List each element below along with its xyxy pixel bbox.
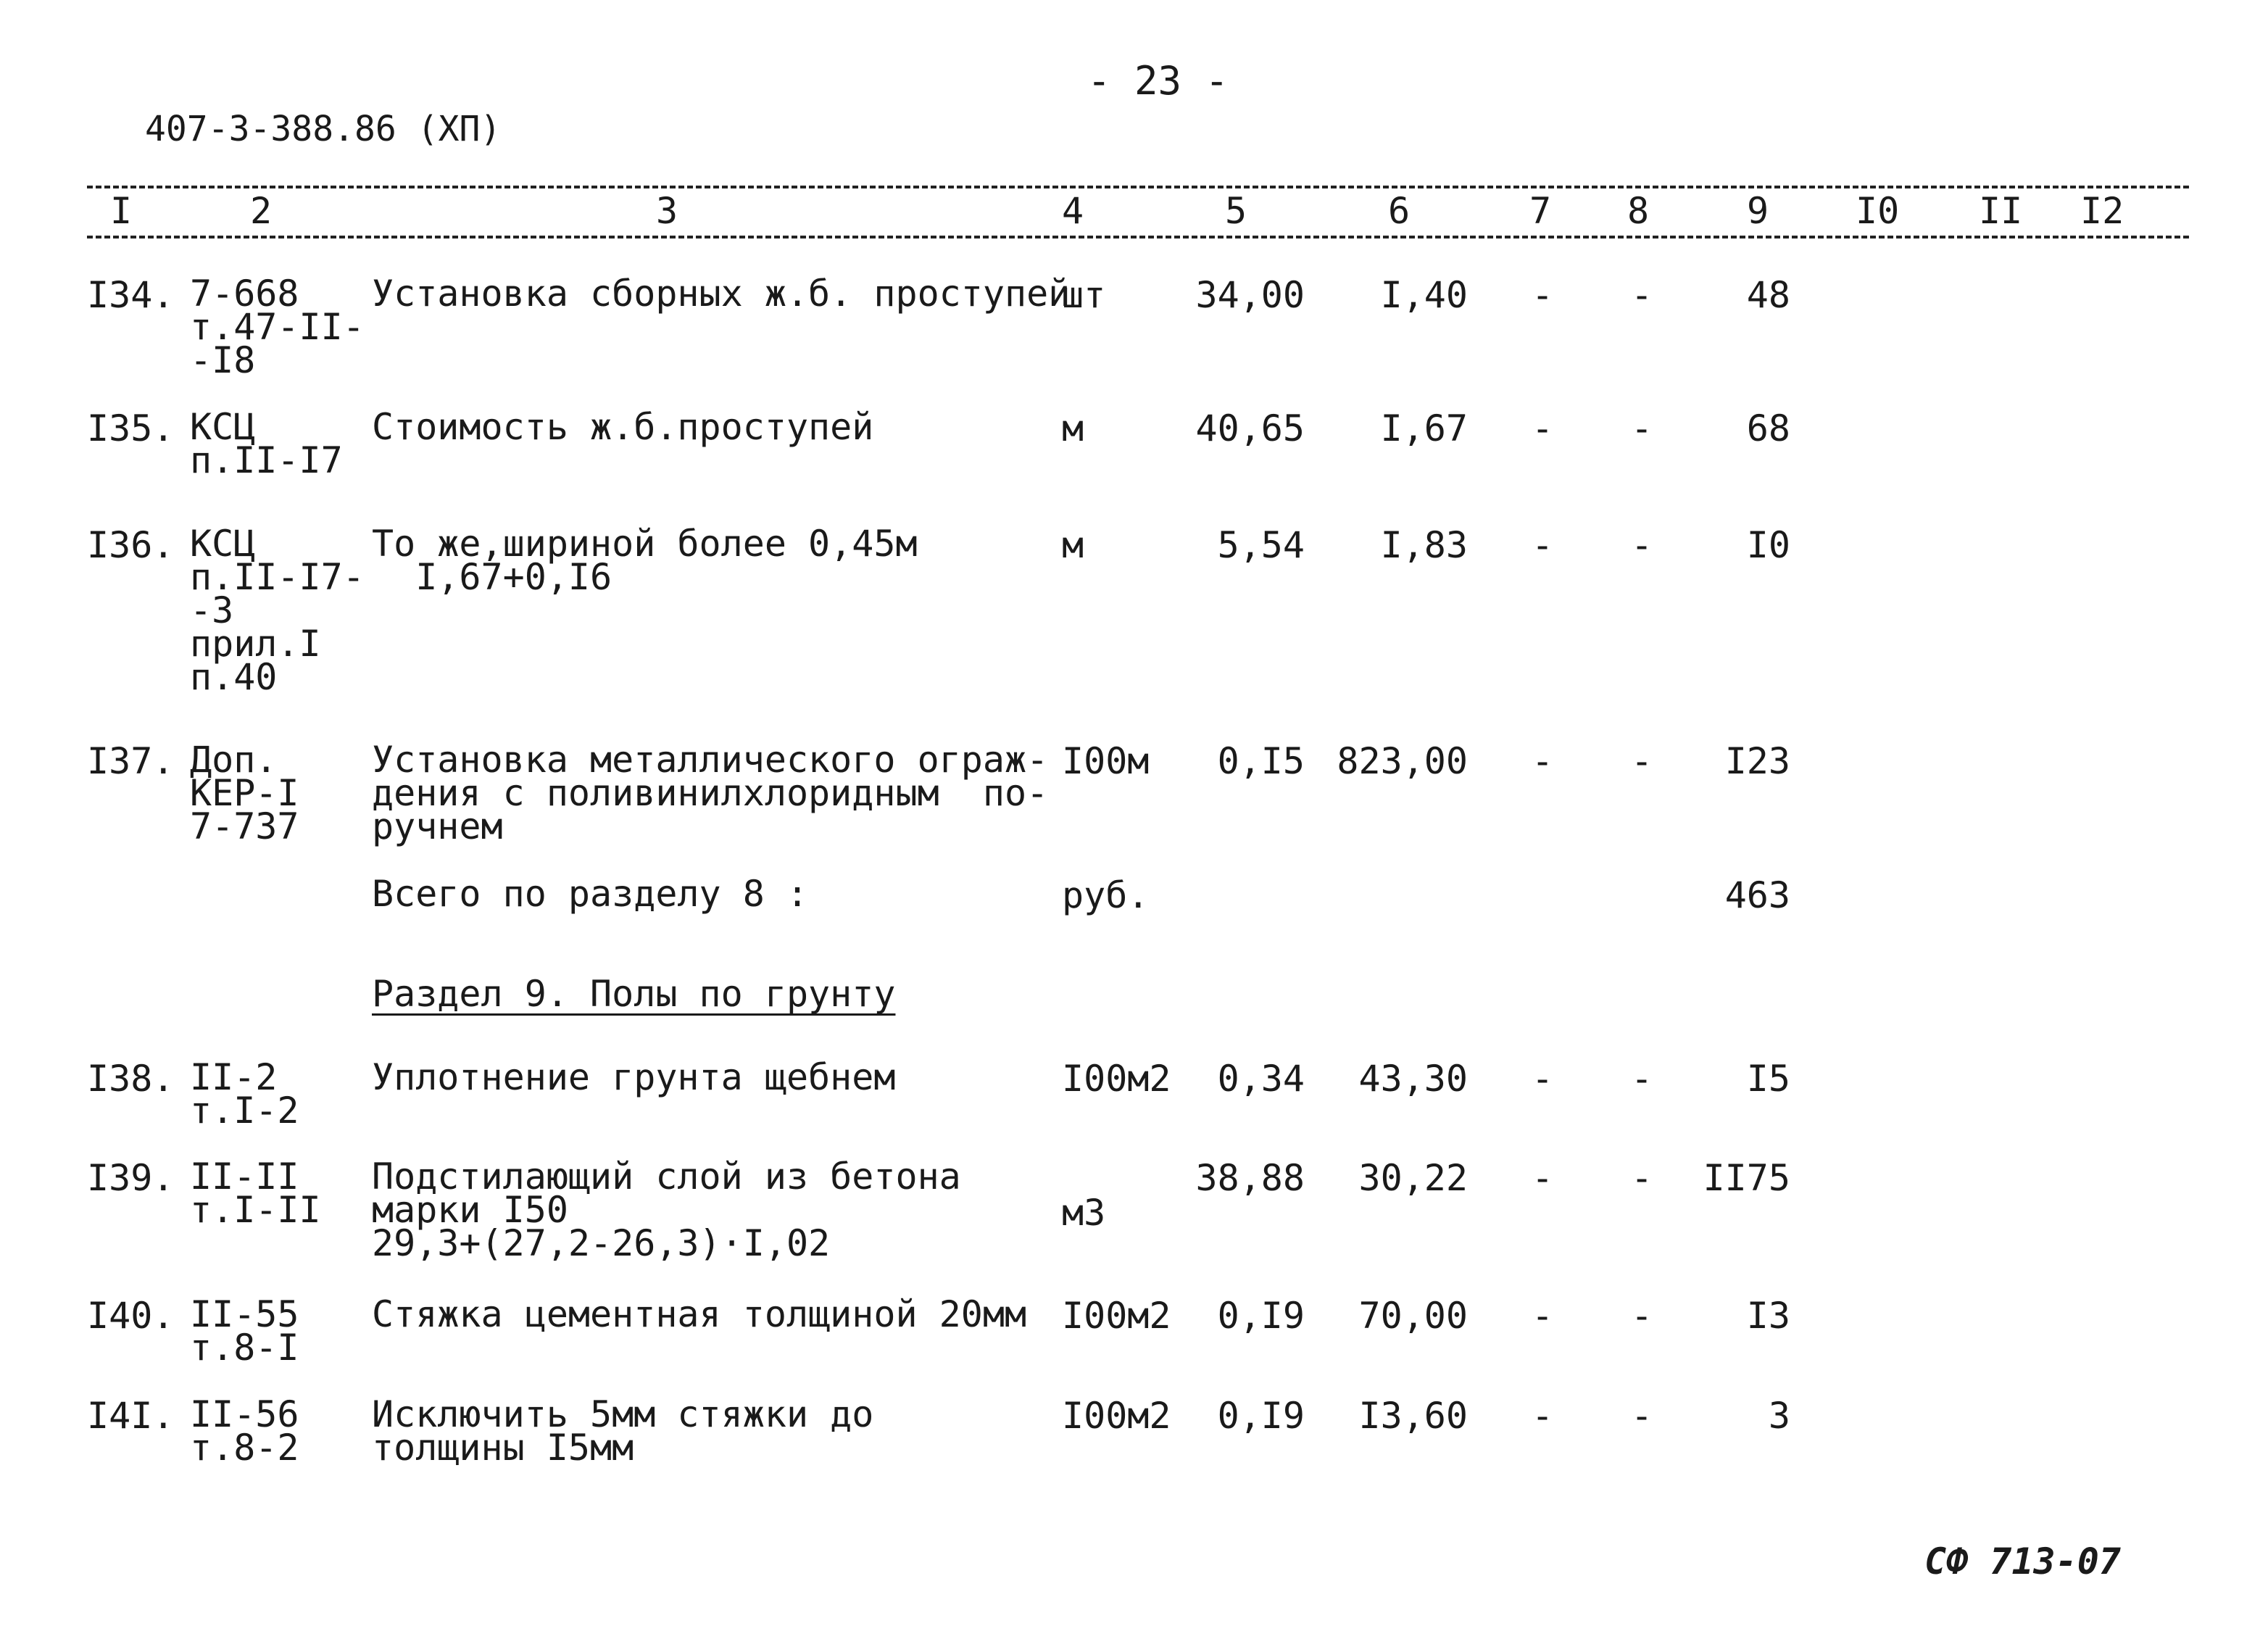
- norm-code: II-II т.I-II: [190, 1156, 321, 1231]
- norm-code: Доп. КЕР-I 7-737: [190, 739, 299, 847]
- row-number: I34.: [87, 274, 175, 316]
- total-cost: 463: [1724, 874, 1790, 916]
- row-number: I35.: [87, 407, 175, 449]
- unit-price: I,67: [1380, 407, 1468, 449]
- row-number: I4I.: [87, 1395, 175, 1437]
- unit: руб.: [1062, 874, 1150, 916]
- quantity: 34,00: [1195, 274, 1305, 316]
- col-header-1: I: [110, 190, 133, 232]
- total-cost: 48: [1746, 274, 1790, 316]
- unit: шт: [1062, 274, 1106, 316]
- total-cost: 68: [1746, 407, 1790, 449]
- unit-price: 823,00: [1337, 740, 1468, 782]
- col-7-value: -: [1532, 1295, 1554, 1337]
- header-top-rule: [87, 186, 2189, 188]
- norm-code: 7-668 т.47-II- -I8: [190, 273, 365, 381]
- unit-price: 43,30: [1358, 1058, 1468, 1100]
- col-8-value: -: [1631, 407, 1653, 449]
- quantity: 5,54: [1217, 524, 1305, 566]
- col-header-7: 7: [1529, 190, 1552, 232]
- col-8-value: -: [1631, 524, 1653, 566]
- quantity: 0,I5: [1217, 740, 1305, 782]
- col-7-value: -: [1532, 524, 1554, 566]
- work-description: Всего по разделу 8 :: [372, 873, 809, 915]
- total-cost: I5: [1746, 1058, 1790, 1100]
- quantity: 38,88: [1195, 1157, 1305, 1199]
- unit-price: 70,00: [1358, 1295, 1468, 1337]
- unit: м: [1062, 407, 1084, 449]
- unit: м3: [1062, 1192, 1106, 1234]
- col-8-value: -: [1631, 1157, 1653, 1199]
- total-cost: I23: [1724, 740, 1790, 782]
- row-number: I38.: [87, 1058, 175, 1100]
- norm-code: II-55 т.8-I: [190, 1293, 299, 1369]
- col-header-9: 9: [1747, 190, 1769, 232]
- col-header-11: II: [1979, 190, 2023, 232]
- col-8-value: -: [1631, 274, 1653, 316]
- col-7-value: -: [1532, 740, 1554, 782]
- unit-price: 30,22: [1358, 1157, 1468, 1199]
- document-code: 407-3-388.86 (ХП): [145, 109, 502, 149]
- col-7-value: -: [1532, 407, 1554, 449]
- total-cost: I0: [1746, 524, 1790, 566]
- row-number: I39.: [87, 1157, 175, 1199]
- unit: I00м2: [1062, 1058, 1171, 1100]
- work-description: Уплотнение грунта щебнем: [372, 1056, 896, 1098]
- col-8-value: -: [1631, 740, 1653, 782]
- col-8-value: -: [1631, 1395, 1653, 1437]
- unit: I00м2: [1062, 1395, 1171, 1437]
- work-description: Стоимость ж.б.проступей: [372, 406, 874, 448]
- col-header-4: 4: [1062, 190, 1084, 232]
- col-7-value: -: [1532, 1157, 1554, 1199]
- work-description: Стяжка цементная толщиной 20мм: [372, 1293, 1027, 1335]
- page-number: - 23 -: [1087, 58, 1229, 104]
- work-description: Подстилающий слой из бетона марки I50 29,3+(27,2-26,3)·I,02: [372, 1156, 961, 1264]
- col-header-5: 5: [1225, 190, 1247, 232]
- col-header-12: I2: [2080, 190, 2124, 232]
- row-number: I40.: [87, 1295, 175, 1337]
- work-description: То же,шириной более 0,45м I,67+0,I6: [372, 523, 918, 598]
- row-number: I36.: [87, 524, 175, 566]
- unit: м: [1062, 524, 1084, 566]
- total-cost: II75: [1703, 1157, 1790, 1199]
- col-header-3: 3: [656, 190, 678, 232]
- col-header-10: I0: [1856, 190, 1900, 232]
- work-description: Установка сборных ж.б. проступей: [372, 273, 1071, 315]
- unit: I00м2: [1062, 1295, 1171, 1337]
- col-header-6: 6: [1388, 190, 1411, 232]
- norm-code: КСЦ п.II-I7: [190, 406, 343, 481]
- total-cost: I3: [1746, 1295, 1790, 1337]
- norm-code: II-2 т.I-2: [190, 1056, 299, 1132]
- norm-code: КСЦ п.II-I7- -3 прил.I п.40: [190, 523, 365, 698]
- row-number: I37.: [87, 740, 175, 782]
- quantity: 40,65: [1195, 407, 1305, 449]
- col-8-value: -: [1631, 1058, 1653, 1100]
- col-7-value: -: [1532, 274, 1554, 316]
- header-bottom-rule: [87, 236, 2189, 238]
- quantity: 0,I9: [1217, 1395, 1305, 1437]
- unit-price: I,83: [1380, 524, 1468, 566]
- total-cost: 3: [1768, 1395, 1790, 1437]
- quantity: 0,34: [1217, 1058, 1305, 1100]
- col-7-value: -: [1532, 1058, 1554, 1100]
- archive-stamp: СФ 713-07: [1924, 1540, 2121, 1583]
- work-description: Исключить 5мм стяжки до толщины I5мм: [372, 1393, 874, 1469]
- unit-price: I,40: [1380, 274, 1468, 316]
- col-header-2: 2: [250, 190, 273, 232]
- col-7-value: -: [1532, 1395, 1554, 1437]
- col-8-value: -: [1631, 1295, 1653, 1337]
- work-description: Установка металлического ограж- дения с поливинилхлоридным по- ручнем: [372, 739, 1049, 847]
- section-title: Раздел 9. Полы по грунту: [372, 973, 896, 1015]
- unit-price: I3,60: [1358, 1395, 1468, 1437]
- unit: I00м: [1062, 740, 1150, 782]
- norm-code: II-56 т.8-2: [190, 1393, 299, 1469]
- col-header-8: 8: [1627, 190, 1650, 232]
- quantity: 0,I9: [1217, 1295, 1305, 1337]
